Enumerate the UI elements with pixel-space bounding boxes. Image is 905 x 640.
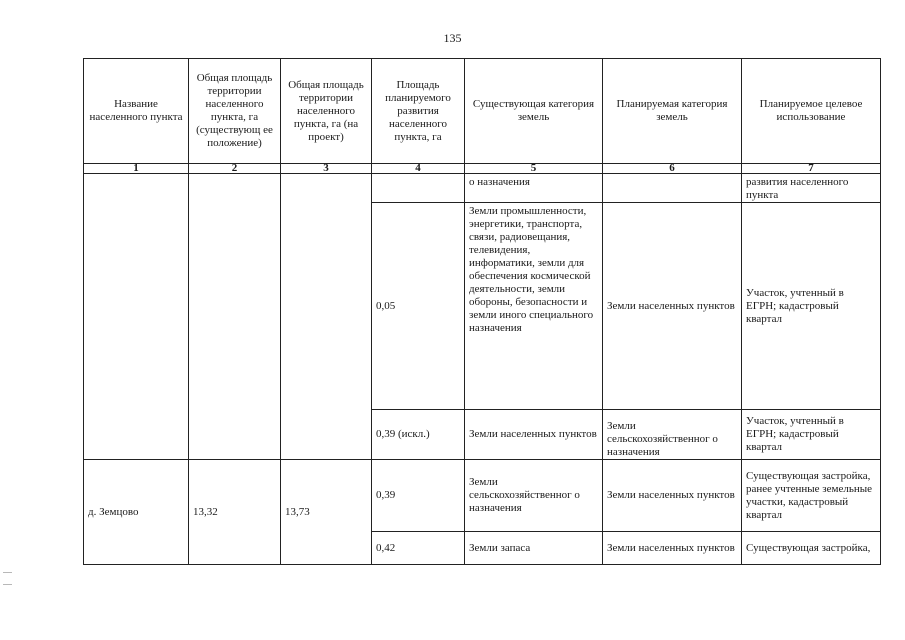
header-area-project: Общая площадь территории населенного пункта, га (на проект): [281, 59, 372, 164]
existing-category-cell: Земли населенных пунктов: [465, 410, 603, 460]
column-number: 4: [372, 164, 465, 174]
existing-category-cell: о назначения: [465, 174, 603, 203]
header-row: [84, 59, 881, 164]
planned-area-cell: 0,42: [372, 532, 465, 565]
column-number: 1: [84, 164, 189, 174]
header-planned-usage: Планируемое целевое использование: [742, 59, 881, 164]
planned-category-cell: [603, 174, 742, 203]
planned-category-cell: Земли населенных пунктов: [603, 203, 742, 410]
header-planned-area: Площадь планируемого развития населенного пункта, га: [372, 59, 465, 164]
planned-area-cell: 0,39 (искл.): [372, 410, 465, 460]
area-existing-cell: [189, 174, 281, 460]
settlement-name-cell: д. Земцово: [84, 460, 189, 565]
planned-usage-cell: Существующая застройка, ранее учтенные земельные участки, кадастровый квартал: [742, 460, 881, 532]
existing-category-cell: Земли промышленности, энергетики, транспорта, связи, радиовещания, телевидения, информатики, земли для обеспечения космической деятельности, земли обороны, безопасности и земли иного специального назначения: [465, 203, 603, 410]
planned-usage-cell: Участок, учтенный в ЕГРН; кадастровый квартал: [742, 203, 881, 410]
planned-category-cell: Земли населенных пунктов: [603, 532, 742, 565]
planned-category-cell: Земли населенных пунктов: [603, 460, 742, 532]
scan-edge-mark: [3, 584, 12, 585]
planned-usage-cell: развития населенного пункта: [742, 174, 881, 203]
planned-area-cell: [372, 174, 465, 203]
table-row: [84, 460, 881, 532]
header-settlement-name: Название населенного пункта: [84, 59, 189, 164]
planned-area-cell: 0,05: [372, 203, 465, 410]
area-project-cell: [281, 174, 372, 460]
existing-category-cell: Земли сельскохозяйственног о назначения: [465, 460, 603, 532]
column-number: 7: [742, 164, 881, 174]
planned-usage-cell: Существующая застройка,: [742, 532, 881, 565]
land-category-table: [83, 58, 881, 565]
scan-edge-mark: [3, 572, 12, 573]
area-existing-cell: 13,32: [189, 460, 281, 565]
page-number: 135: [443, 31, 462, 45]
settlement-name-cell: [84, 174, 189, 460]
header-area-existing: Общая площадь территории населенного пункта, га (существующ ее положение): [189, 59, 281, 164]
planned-usage-cell: Участок, учтенный в ЕГРН; кадастровый квартал: [742, 410, 881, 460]
planned-area-cell: 0,39: [372, 460, 465, 532]
area-project-cell: 13,73: [281, 460, 372, 565]
table-row: [84, 174, 881, 203]
column-number: 6: [603, 164, 742, 174]
column-number: 5: [465, 164, 603, 174]
column-number: 2: [189, 164, 281, 174]
existing-category-cell: Земли запаса: [465, 532, 603, 565]
column-number: 3: [281, 164, 372, 174]
header-existing-category: Существующая категория земель: [465, 59, 603, 164]
header-planned-category: Планируемая категория земель: [603, 59, 742, 164]
column-number-row: [84, 164, 881, 174]
planned-category-cell: Земли сельскохозяйственног о назначения: [603, 410, 742, 460]
